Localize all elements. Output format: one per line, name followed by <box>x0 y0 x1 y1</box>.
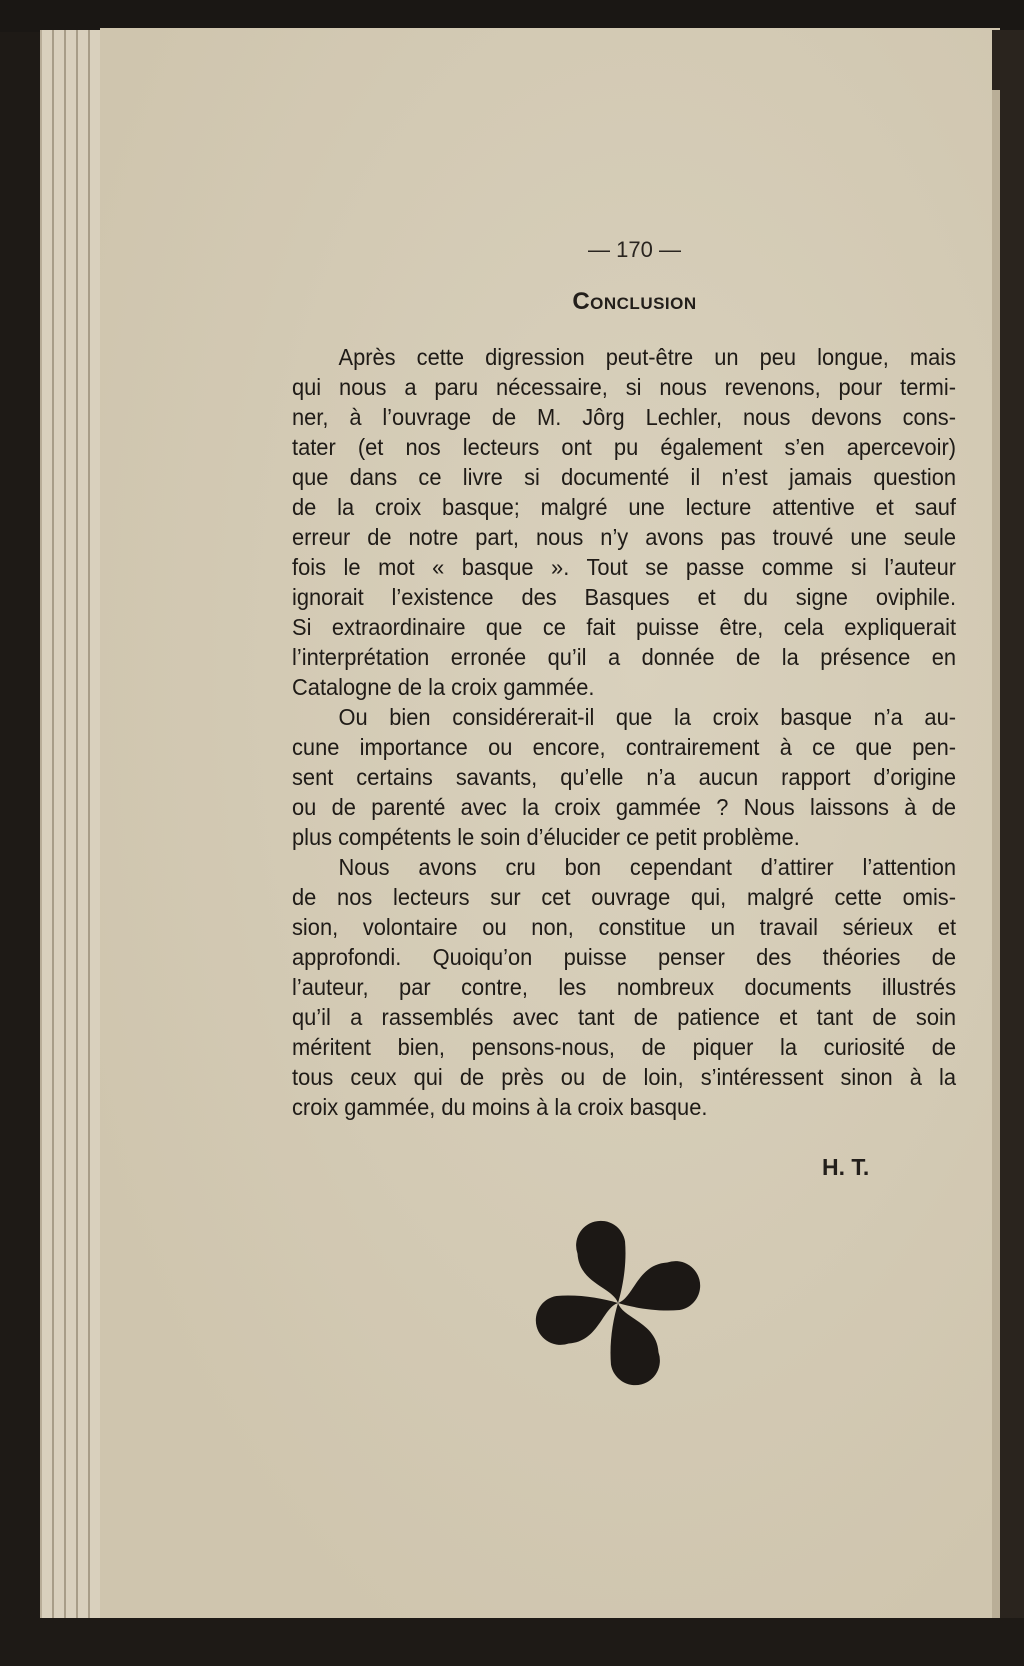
chapter-heading: Conclusion <box>572 288 697 315</box>
text-line: approfondi. Quoiqu’on puisse penser des théories de <box>292 944 957 970</box>
text-line: qu’il a rassemblés avec tant de patience et tant de soin <box>292 1004 957 1030</box>
text-line: Après cette digression peut-être un peu longue, mais <box>338 344 957 370</box>
text-line: l’auteur, par contre, les nombreux documents illustrés <box>292 974 957 1000</box>
text-line: ner, à l’ouvrage de M. Jôrg Lechler, nous devons cons- <box>292 404 957 430</box>
text-line: que dans ce livre si documenté il n’est jamais question <box>292 464 957 490</box>
text-line: ignorait l’existence des Basques et du signe oviphile. <box>292 584 957 610</box>
text-line: sion, volontaire ou non, constitue un travail sérieux et <box>292 914 957 940</box>
text-line: erreur de notre part, nous n’y avons pas trouvé une seule <box>292 524 957 550</box>
text-line: de la croix basque; malgré une lecture attentive et sauf <box>292 494 957 520</box>
body-text <box>292 342 956 1122</box>
scan-background-bottom <box>0 1618 1024 1666</box>
text-line: sent certains savants, qu’elle n’a aucun rapport d’origine <box>292 764 957 790</box>
lauburu-basque-cross-icon <box>530 1215 706 1391</box>
text-line: fois le mot « basque ». Tout se passe comme si l’auteur <box>292 554 957 580</box>
text-line: l’interprétation erronée qu’il a donnée de la présence en <box>292 644 957 670</box>
text-line: qui nous a paru nécessaire, si nous revenons, pour termi- <box>292 374 957 400</box>
text-line: plus compétents le soin d’élucider ce petit problème. <box>292 824 800 850</box>
text-line: Catalogne de la croix gammée. <box>292 674 595 700</box>
text-line: croix gammée, du moins à la croix basque. <box>292 1094 708 1120</box>
text-line: Si extraordinaire que ce fait puisse être, cela expliquerait <box>292 614 957 640</box>
page-number: — 170 — <box>588 237 681 262</box>
text-line: tater (et nos lecteurs ont pu également s’en apercevoir) <box>292 434 957 460</box>
signature: H. T. <box>822 1154 870 1180</box>
text-line: de nos lecteurs sur cet ouvrage qui, malgré cette omis- <box>292 884 957 910</box>
text-line: cune importance ou encore, contrairement à ce que pen- <box>292 734 957 760</box>
text-line: Ou bien considérerait-il que la croix basque n’a au- <box>338 704 957 730</box>
text-line: tous ceux qui de près ou de loin, s’intéressent sinon à la <box>292 1064 957 1090</box>
text-line: Nous avons cru bon cependant d’attirer l’attention <box>338 854 957 880</box>
text-line: ou de parenté avec la croix gammée ? Nous laissons à de <box>292 794 957 820</box>
facing-page-edge <box>992 30 1024 1666</box>
text-line: méritent bien, pensons-nous, de piquer la curiosité de <box>292 1034 957 1060</box>
